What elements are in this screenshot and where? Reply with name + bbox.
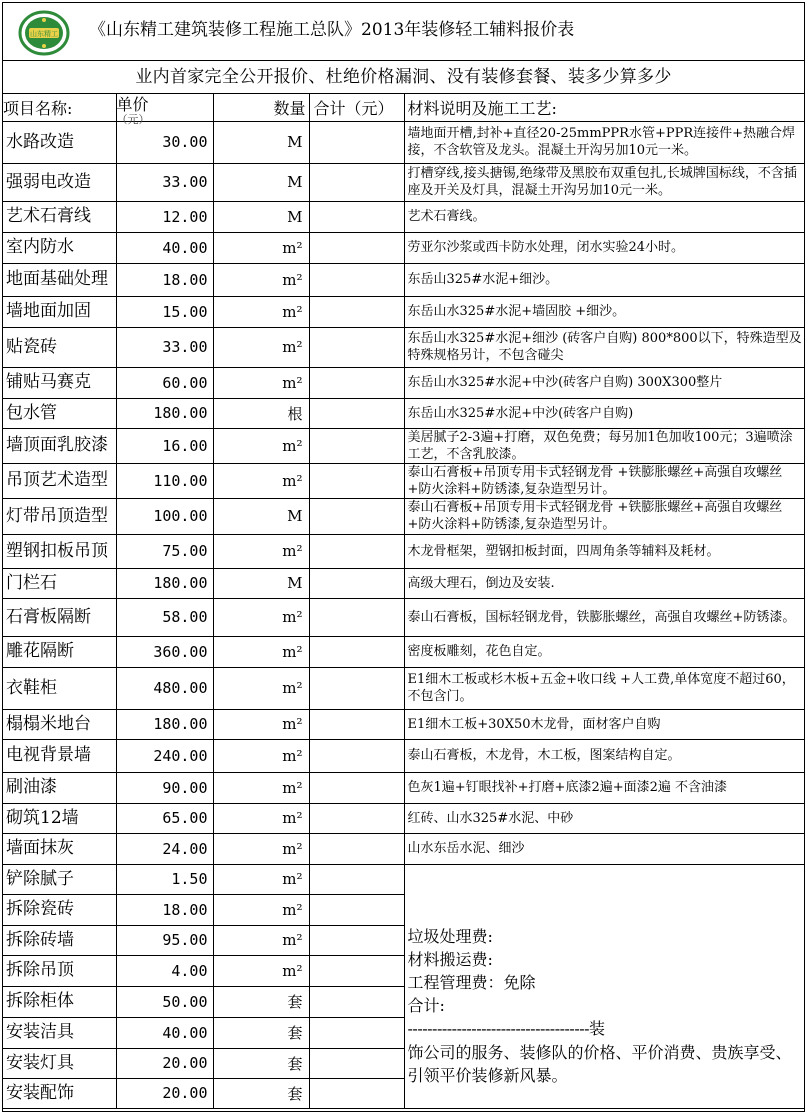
item-quantity-unit: m² xyxy=(213,833,309,864)
item-name-text: 电视背景墙 xyxy=(6,745,91,765)
item-quantity-unit: m² xyxy=(213,803,309,833)
table-row xyxy=(3,263,804,296)
price-table xyxy=(3,94,804,1109)
item-quantity-unit: M xyxy=(213,201,309,232)
item-unit-price: 24.00 xyxy=(116,833,213,864)
item-total xyxy=(309,1017,404,1048)
item-total xyxy=(309,327,404,367)
page-title: 《山东精工建筑装修工程施工总队》2013年装修轻工辅料报价表 xyxy=(89,20,575,40)
item-name-text: 雕花隔断 xyxy=(6,641,74,661)
item-name-text: 灯带吊顶造型 xyxy=(6,506,108,526)
item-name-text: 门栏石 xyxy=(6,573,57,593)
item-description: 劳亚尔沙浆或西卡防水处理，闭水实验24小时。 xyxy=(404,232,804,263)
item-quantity-unit: m² xyxy=(213,534,309,568)
item-total xyxy=(309,955,404,986)
item-name-text: 地面基础处理 xyxy=(6,269,108,289)
item-name xyxy=(3,709,116,739)
dash-separator: -------------------------------------装 xyxy=(407,1019,605,1038)
item-name-text: 榻榻米地台 xyxy=(6,714,91,734)
item-total xyxy=(309,232,404,263)
item-name xyxy=(3,463,116,498)
item-name-text: 室内防水 xyxy=(6,237,74,257)
col-header-quantity: 数量 xyxy=(213,94,309,121)
item-unit-price: 12.00 xyxy=(116,201,213,232)
price-sheet xyxy=(2,2,805,1112)
table-row xyxy=(3,498,804,534)
item-description: 红砖、山水325#水泥、中砂 xyxy=(404,803,804,833)
item-quantity-unit: m² xyxy=(213,327,309,367)
item-quantity-unit: m² xyxy=(213,772,309,803)
item-unit-price: 60.00 xyxy=(116,367,213,398)
company-slogan: 饰公司的服务、装修队的价格、平价消费、贵族享受、引领平价装修新风暴。 xyxy=(407,1043,792,1085)
col-header-name: 项目名称: xyxy=(3,94,116,121)
title-row xyxy=(3,3,804,61)
item-name-text: 拆除砖墙 xyxy=(6,930,74,950)
col-header-unit-price-label: 单价 xyxy=(116,94,149,114)
item-description: 东岳山水325#水泥+中沙(砖客户自购) 300X300整片 xyxy=(404,367,804,398)
item-name xyxy=(3,894,116,925)
item-quantity-unit: m² xyxy=(213,367,309,398)
item-total xyxy=(309,163,404,201)
item-total xyxy=(309,121,404,163)
item-description: E1细木工板或杉木板+五金+收口线 +人工费,单体宽度不超过60，不包含门。 xyxy=(404,667,804,709)
table-row xyxy=(3,833,804,864)
table-row xyxy=(3,636,804,667)
item-name xyxy=(3,263,116,296)
item-description: 东岳山水325#水泥+中沙(砖客户自购) xyxy=(404,398,804,428)
item-total xyxy=(309,1078,404,1108)
item-quantity-unit: m² xyxy=(213,667,309,709)
item-name xyxy=(3,739,116,772)
item-total xyxy=(309,598,404,636)
item-name xyxy=(3,568,116,598)
col-header-unit-price-sub: （元） xyxy=(116,112,150,126)
item-total xyxy=(309,986,404,1017)
item-unit-price: 65.00 xyxy=(116,803,213,833)
item-unit-price: 20.00 xyxy=(116,1078,213,1108)
col-header-description: 材料说明及施工工艺: xyxy=(404,94,804,121)
item-name xyxy=(3,803,116,833)
table-row xyxy=(3,739,804,772)
table-row xyxy=(3,398,804,428)
item-quantity-unit: m² xyxy=(213,463,309,498)
col-header-total: 合计（元） xyxy=(309,94,404,121)
item-name-text: 墙面抹灰 xyxy=(6,838,74,858)
item-total xyxy=(309,201,404,232)
table-row xyxy=(3,534,804,568)
table-row xyxy=(3,598,804,636)
item-total xyxy=(309,428,404,463)
item-description: 色灰1遍+钉眼找补+打磨+底漆2遍+面漆2遍 不含油漆 xyxy=(404,772,804,803)
item-total xyxy=(309,263,404,296)
item-name xyxy=(3,163,116,201)
item-total xyxy=(309,667,404,709)
item-name xyxy=(3,955,116,986)
summary-notes-cell xyxy=(404,864,804,1108)
item-unit-price: 30.00 xyxy=(116,121,213,163)
table-row xyxy=(3,121,804,163)
item-quantity-unit: m² xyxy=(213,739,309,772)
item-description: 密度板雕刻，花色自定。 xyxy=(404,636,804,667)
item-name xyxy=(3,327,116,367)
item-description: 泰山石膏板+吊顶专用卡式轻钢龙骨 +铁膨胀螺丝+高强自攻螺丝+防火涂料+防锈漆,复杂造型另计。 xyxy=(404,498,804,534)
item-name-text: 塑钢扣板吊顶 xyxy=(6,541,108,561)
item-total xyxy=(309,833,404,864)
item-name xyxy=(3,864,116,894)
item-unit-price: 18.00 xyxy=(116,263,213,296)
item-unit-price: 180.00 xyxy=(116,568,213,598)
item-name xyxy=(3,772,116,803)
item-unit-price: 40.00 xyxy=(116,1017,213,1048)
item-total xyxy=(309,636,404,667)
item-total xyxy=(309,296,404,327)
grand-total-label: 合计: xyxy=(407,996,445,1015)
item-total xyxy=(309,739,404,772)
item-unit-price: 480.00 xyxy=(116,667,213,709)
table-header-row xyxy=(3,94,804,121)
item-total xyxy=(309,772,404,803)
item-name-text: 刷油漆 xyxy=(6,777,57,797)
item-name xyxy=(3,398,116,428)
table-row xyxy=(3,864,804,894)
company-logo xyxy=(17,9,71,57)
item-unit-price: 16.00 xyxy=(116,428,213,463)
item-name-text: 拆除吊顶 xyxy=(6,960,74,980)
table-row xyxy=(3,296,804,327)
management-fee-label: 工程管理费：免除 xyxy=(407,973,536,992)
item-unit-price: 58.00 xyxy=(116,598,213,636)
item-quantity-unit: 套 xyxy=(213,1078,309,1108)
item-unit-price: 50.00 xyxy=(116,986,213,1017)
item-name-text: 安装配饰 xyxy=(6,1083,74,1103)
item-description: E1细木工板+30X50木龙骨，面材客户自购 xyxy=(404,709,804,739)
item-name-text: 砌筑12墙 xyxy=(6,808,79,828)
item-name xyxy=(3,1017,116,1048)
item-unit-price: 4.00 xyxy=(116,955,213,986)
item-name xyxy=(3,534,116,568)
item-unit-price: 180.00 xyxy=(116,709,213,739)
item-name xyxy=(3,428,116,463)
item-name-text: 水路改造 xyxy=(6,132,74,152)
logo-text: 山东精工 xyxy=(30,30,58,38)
item-name xyxy=(3,925,116,955)
table-row xyxy=(3,667,804,709)
item-unit-price: 33.00 xyxy=(116,327,213,367)
item-name xyxy=(3,636,116,667)
table-row xyxy=(3,568,804,598)
item-unit-price: 1.50 xyxy=(116,864,213,894)
item-quantity-unit: m² xyxy=(213,232,309,263)
item-description: 高级大理石，倒边及安装. xyxy=(404,568,804,598)
item-quantity-unit: m² xyxy=(213,636,309,667)
item-total xyxy=(309,803,404,833)
item-total xyxy=(309,709,404,739)
table-row xyxy=(3,201,804,232)
item-description: 木龙骨框架，塑钢扣板封面，四周角条等辅料及耗材。 xyxy=(404,534,804,568)
item-quantity-unit: m² xyxy=(213,598,309,636)
item-quantity-unit: m² xyxy=(213,709,309,739)
item-quantity-unit: m² xyxy=(213,263,309,296)
item-quantity-unit: 套 xyxy=(213,986,309,1017)
item-name-text: 安装灯具 xyxy=(6,1053,74,1073)
item-description: 泰山石膏板+吊顶专用卡式轻钢龙骨 +铁膨胀螺丝+高强自攻螺丝+防火涂料+防锈漆,复杂造型另计。 xyxy=(404,463,804,498)
item-name-text: 墙顶面乳胶漆 xyxy=(6,435,108,455)
item-quantity-unit: 套 xyxy=(213,1048,309,1078)
item-unit-price: 240.00 xyxy=(116,739,213,772)
item-description: 山水东岳水泥、细沙 xyxy=(404,833,804,864)
item-description: 泰山石膏板，木龙骨，木工板，图案结构自定。 xyxy=(404,739,804,772)
item-unit-price: 20.00 xyxy=(116,1048,213,1078)
item-name xyxy=(3,232,116,263)
item-name-text: 石膏板隔断 xyxy=(6,607,91,627)
item-name xyxy=(3,833,116,864)
table-row xyxy=(3,463,804,498)
item-unit-price: 360.00 xyxy=(116,636,213,667)
item-quantity-unit: m² xyxy=(213,925,309,955)
page-subtitle: 业内首家完全公开报价、杜绝价格漏洞、没有装修套餐、装多少算多少 xyxy=(135,67,672,87)
item-total xyxy=(309,894,404,925)
item-description: 东岳山水325#水泥+细沙 (砖客户自购) 800*800以下，特殊造型及特殊规格另计，不包含碰尖 xyxy=(404,327,804,367)
item-total xyxy=(309,1048,404,1078)
item-quantity-unit: M xyxy=(213,568,309,598)
item-name-text: 铲除腻子 xyxy=(6,869,74,889)
col-header-unit-price xyxy=(116,94,213,126)
item-unit-price: 100.00 xyxy=(116,498,213,534)
item-total xyxy=(309,534,404,568)
item-name xyxy=(3,667,116,709)
table-row xyxy=(3,163,804,201)
item-name xyxy=(3,986,116,1017)
item-total xyxy=(309,367,404,398)
item-name-text: 强弱电改造 xyxy=(6,172,91,192)
item-name xyxy=(3,296,116,327)
item-description: 打槽穿线,接头搪锡,绝缘带及黑胶布双重包扎,长城牌国标线，不含插座及开关及灯具，混凝土开沟另加10元一米。 xyxy=(404,163,804,201)
table-row xyxy=(3,772,804,803)
item-name xyxy=(3,201,116,232)
item-quantity-unit: m² xyxy=(213,864,309,894)
item-description: 东岳山水325#水泥+墙固胶 +细沙。 xyxy=(404,296,804,327)
item-description: 艺术石膏线。 xyxy=(404,201,804,232)
item-quantity-unit: m² xyxy=(213,428,309,463)
summary-notes xyxy=(408,885,803,1087)
item-total xyxy=(309,925,404,955)
item-name-text: 贴瓷砖 xyxy=(6,337,57,357)
table-row xyxy=(3,367,804,398)
subtitle-row xyxy=(3,61,804,94)
item-quantity-unit: M xyxy=(213,163,309,201)
item-unit-price: 110.00 xyxy=(116,463,213,498)
item-name xyxy=(3,367,116,398)
item-unit-price: 40.00 xyxy=(116,232,213,263)
item-name-text: 包水管 xyxy=(6,403,57,423)
item-unit-price: 15.00 xyxy=(116,296,213,327)
item-name-text: 吊顶艺术造型 xyxy=(6,470,108,490)
item-name-text: 艺术石膏线 xyxy=(6,206,91,226)
item-total xyxy=(309,864,404,894)
item-name-text: 墙地面加固 xyxy=(6,301,91,321)
item-quantity-unit: m² xyxy=(213,955,309,986)
item-name xyxy=(3,498,116,534)
item-name xyxy=(3,1078,116,1108)
table-row xyxy=(3,232,804,263)
item-quantity-unit: M xyxy=(213,498,309,534)
item-unit-price: 75.00 xyxy=(116,534,213,568)
item-quantity-unit: m² xyxy=(213,296,309,327)
item-description: 东岳山325#水泥+细沙。 xyxy=(404,263,804,296)
item-quantity-unit: 根 xyxy=(213,398,309,428)
item-total xyxy=(309,498,404,534)
item-description: 美居腻子2-3遍+打磨，双色免费；每另加1色加收100元；3遍喷涂工艺，不含乳胶漆。 xyxy=(404,428,804,463)
item-name-text: 衣鞋柜 xyxy=(6,678,57,698)
item-total xyxy=(309,568,404,598)
item-name-text: 铺贴马赛克 xyxy=(6,372,91,392)
item-total xyxy=(309,398,404,428)
item-unit-price: 18.00 xyxy=(116,894,213,925)
item-unit-price: 90.00 xyxy=(116,772,213,803)
item-description: 泰山石膏板，国标轻钢龙骨，铁膨胀螺丝，高强自攻螺丝+防锈漆。 xyxy=(404,598,804,636)
table-row xyxy=(3,428,804,463)
item-name-text: 安装洁具 xyxy=(6,1022,74,1042)
item-quantity-unit: m² xyxy=(213,894,309,925)
item-name xyxy=(3,1048,116,1078)
item-name xyxy=(3,598,116,636)
table-row xyxy=(3,803,804,833)
garbage-fee-label: 垃圾处理费: xyxy=(407,927,493,946)
item-total xyxy=(309,463,404,498)
item-unit-price: 180.00 xyxy=(116,398,213,428)
item-quantity-unit: 套 xyxy=(213,1017,309,1048)
table-row xyxy=(3,709,804,739)
item-name-text: 拆除柜体 xyxy=(6,991,74,1011)
item-name-text: 拆除瓷砖 xyxy=(6,899,74,919)
item-description: 墙地面开槽,封补+直径20-25mmPPR水管+PPR连接件+热融合焊接，不含软管及龙头。混凝土开沟另加10元一米。 xyxy=(404,121,804,163)
table-row xyxy=(3,327,804,367)
item-name xyxy=(3,121,116,163)
item-quantity-unit: M xyxy=(213,121,309,163)
item-unit-price: 33.00 xyxy=(116,163,213,201)
transport-fee-label: 材料搬运费: xyxy=(407,950,493,969)
item-unit-price: 95.00 xyxy=(116,925,213,955)
